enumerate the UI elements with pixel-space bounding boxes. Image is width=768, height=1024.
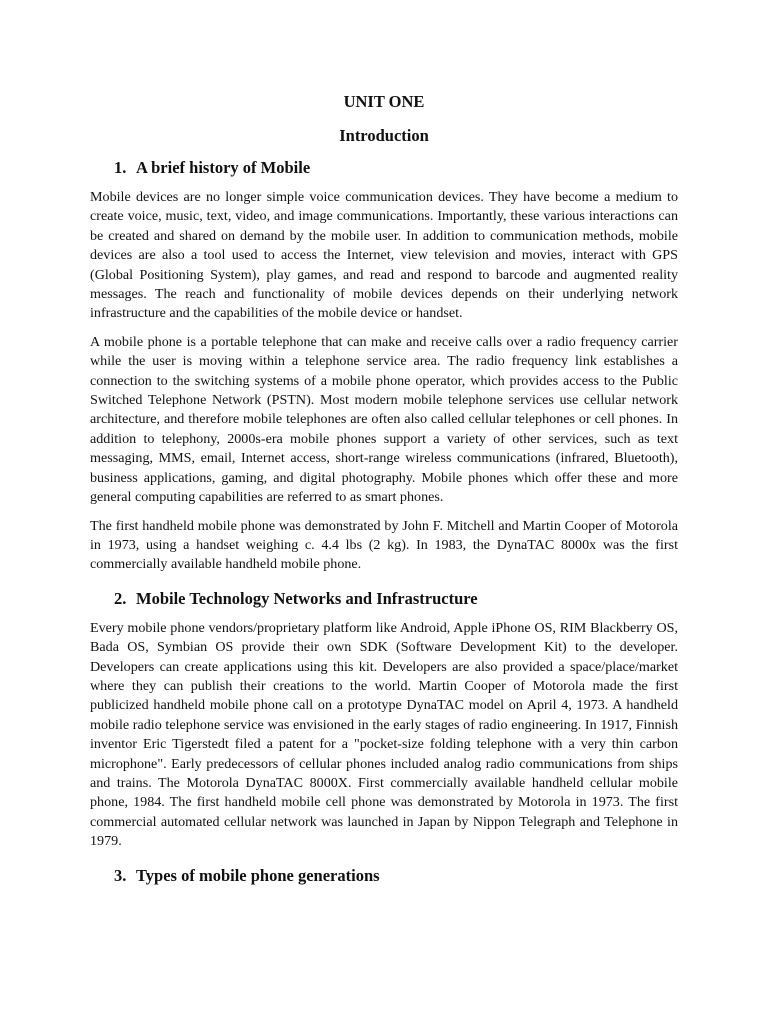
section-title: Mobile Technology Networks and Infrastructure bbox=[136, 588, 478, 608]
paragraph: The first handheld mobile phone was demonstrated by John F. Mitchell and Martin Cooper of Motorola in 1973, using a handset weighing c. 4.4 lbs (2 kg). In 1983, the DynaTAC 8000x was the first commercially available handheld mobile phone. bbox=[90, 517, 678, 573]
section-heading-networks bbox=[90, 589, 678, 609]
section-number: 3. bbox=[114, 865, 127, 885]
introduction-title: Introduction bbox=[339, 126, 429, 145]
section-title: Types of mobile phone generations bbox=[136, 865, 380, 885]
section-number: 1. bbox=[114, 158, 127, 177]
section-heading-generations bbox=[90, 866, 678, 886]
section-title: A brief history of Mobile bbox=[136, 158, 311, 177]
section-number: 2. bbox=[114, 588, 127, 608]
paragraph: Mobile devices are no longer simple voice communication devices. They have become a medium to create voice, music, text, video, and image communications. Importantly, these various interactions can be created and shared on demand by the mobile user. In addition to communication methods, mobile devices are also a tool used to access the Internet, view television and movies, interact with GPS (Global Positioning System), play games, and read and respond to barcode and augmented reality messages. The reach and functionality of mobile devices depends on their underlying network infrastructure and the capabilities of the mobile device or handset. bbox=[90, 189, 678, 322]
paragraph: Every mobile phone vendors/proprietary platform like Android, Apple iPhone OS, RIM Blackberry OS, Bada OS, Symbian OS provide their own SDK (Software Development Kit) to the developer. Developers can create applications using this kit. Developers are also provided a space/place/market where they can publish their creations to the world. Martin Cooper of Motorola made the first publicized handheld mobile phone call on a prototype DynaTAC model on April 4, 1973. A handheld mobile radio telephone service was envisioned in the early stages of radio engineering. In 1917, Finnish inventor Eric Tigerstedt filed a patent for a "pocket-size folding telephone with a very thin carbon microphone". Early predecessors of cellular phones included analog radio communications from ships and trains. The Motorola DynaTAC 8000X. First commercially available handheld cellular mobile phone, 1984. The first handheld mobile cell phone was demonstrated by Motorola in 1973. The first commercial automated cellular network was launched in Japan by Nippon Telegraph and Telephone in 1979. bbox=[90, 619, 678, 850]
paragraph: A mobile phone is a portable telephone that can make and receive calls over a radio frequency carrier while the user is moving within a telephone service area. The radio frequency link establishes a connection to the switching systems of a mobile phone operator, which provides access to the Public Switched Telephone Network (PSTN). Most modern mobile telephone services use cellular network architecture, and therefore mobile telephones are often also called cellular telephones or cell phones. In addition to telephony, 2000s-era mobile phones support a variety of other services, such as text messaging, MMS, email, Internet access, short-range wireless communications (infrared, Bluetooth), business applications, gaming, and digital photography. Mobile phones which offer these and more general computing capabilities are referred to as smart phones. bbox=[90, 333, 678, 506]
document-page bbox=[90, 92, 678, 896]
section-heading-history bbox=[90, 158, 678, 178]
unit-title: UNIT ONE bbox=[343, 92, 425, 111]
